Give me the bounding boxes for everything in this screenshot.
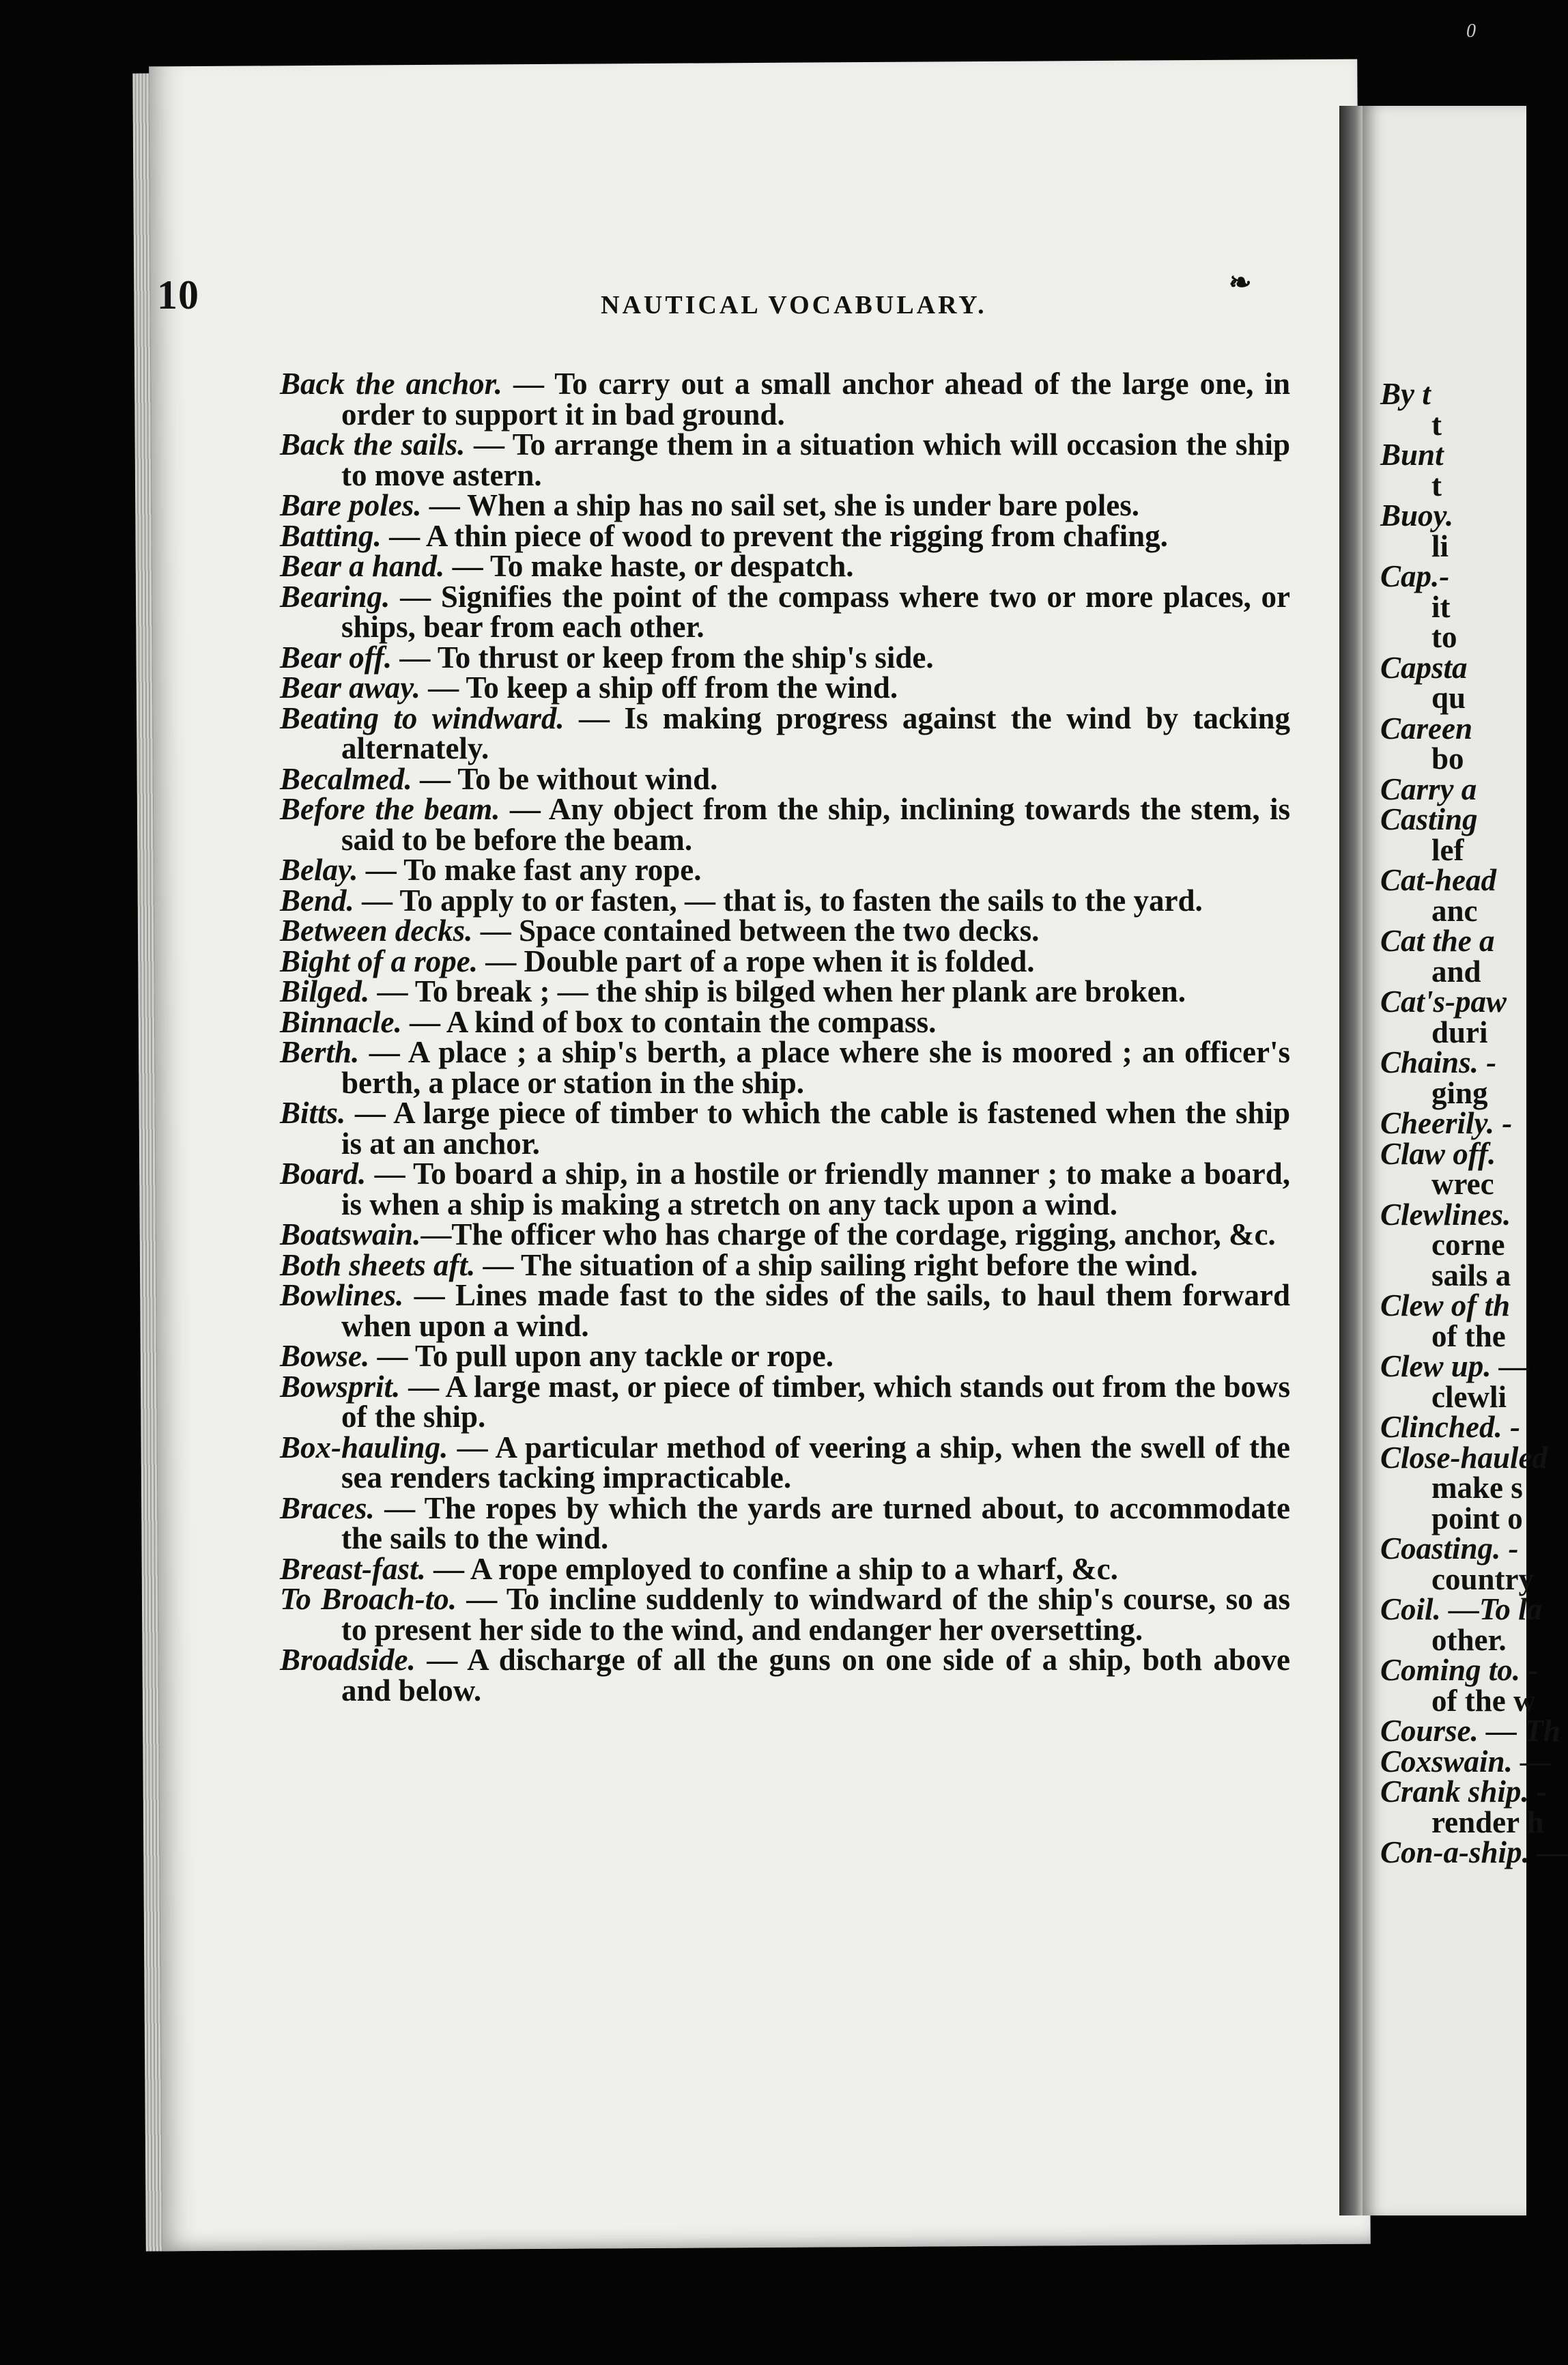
entry-term: Bear away. [280,670,420,705]
vocabulary-entry [280,1098,1290,1159]
right-page-line: Cat the a [1380,924,1495,958]
entry-definition: — Lines made fast to the sides of the sails, to haul them forward when upon a wind. [341,1278,1290,1343]
entry-term: Bilged. [280,974,370,1008]
entry-term: Broadside. [280,1643,416,1677]
right-page-line: corne [1431,1228,1505,1262]
book-gutter [1339,106,1363,2215]
right-page-line: Coxswain. — [1380,1744,1552,1779]
right-page-line: qu [1431,681,1466,715]
vocabulary-entry [280,946,1290,977]
entry-definition: — To pull upon any tackle or rope. [369,1339,834,1373]
vocabulary-entry [280,551,1290,582]
entry-term: Bitts. [280,1096,346,1130]
right-page-line: Cat-head [1380,863,1497,897]
entry-definition: — The ropes by which the yards are turned about, to accommodate the sails to the wind. [341,1490,1290,1555]
entry-definition: — A large piece of timber to which the cable is fastened when the ship is at an anchor. [341,1096,1290,1161]
vocabulary-entry [280,1280,1290,1341]
right-page-line: and [1431,954,1481,989]
entry-definition: — Signifies the point of the compass where two or more places, or ships, bear from each other. [341,579,1290,644]
entry-term: Both sheets aft. [280,1247,476,1282]
entry-term: Belay. [280,853,358,887]
entry-definition: — To thrust or keep from the ship's side. [392,640,934,675]
right-page-line: Cheerily. - [1380,1106,1513,1140]
vocabulary-entry [280,976,1290,1007]
entry-term: Boatswain. [280,1217,421,1251]
right-page-line: Clew up. — [1380,1349,1530,1383]
entry-term: Between decks. [280,914,473,948]
vocabulary-entries [280,367,1291,1708]
vocabulary-entry [280,1432,1290,1493]
entry-term: Batting. [280,518,382,553]
entry-term: Board. [280,1157,367,1191]
vocabulary-entry [280,579,1290,644]
entry-definition: — A place ; a ship's berth, a place where she is moored ; an officer's berth, a place or station in the ship. [341,1035,1290,1100]
right-page-line: By t [1380,377,1431,411]
entry-definition: — To keep a ship off from the wind. [420,670,898,705]
entry-definition: — To board a ship, in a hostile or friendly manner ; to make a board, is when a ship is making a stretch on any tack upon a wind. [341,1157,1290,1221]
right-page-line: Careen [1380,711,1472,746]
scan-mark: 0 [1466,20,1476,42]
entry-term: Braces. [280,1490,375,1525]
entry-definition: — A thin piece of wood to prevent the rigging from chafing. [381,518,1168,553]
right-page-line: Cap.- [1380,559,1450,593]
page-number: 10 [157,272,199,317]
entry-definition: — To break ; — the ship is bilged when her plank are broken. [369,974,1186,1008]
right-page-line: Con-a-ship. — [1380,1835,1568,1869]
entry-definition: — When a ship has no sail set, she is under bare poles. [421,488,1140,522]
vocabulary-entry [280,1584,1290,1645]
right-page-line: clewli [1431,1379,1507,1414]
vocabulary-entry [280,1159,1290,1219]
right-page-line: Course. — Th [1380,1714,1560,1748]
entry-term: Bowse. [280,1339,370,1373]
right-page-line: lef [1431,832,1464,867]
right-page-line: Claw off. [1380,1136,1496,1171]
entry-term: Beating to windward. [280,700,565,735]
page-edge [132,73,162,2251]
right-page-line: Bunt [1380,438,1444,472]
vocabulary-entry [280,1037,1290,1098]
right-page-line: anc [1431,893,1478,928]
entry-term: Breast-fast. [280,1551,426,1586]
entry-definition: — A rope employed to confine a ship to a wharf, &c. [425,1551,1118,1586]
right-page-line: Casting [1380,802,1478,836]
vocabulary-entry [280,429,1290,490]
right-page-line: Crank ship. - [1380,1774,1547,1809]
entry-definition: — To apply to or fasten, — that is, to fasten the sails to the yard. [354,883,1203,918]
right-page-line: point o [1431,1501,1523,1535]
vocabulary-entry [280,761,1290,796]
right-page-line: make s [1431,1471,1523,1505]
entry-definition: — A kind of box to contain the compass. [401,1004,937,1039]
right-page-line: Close-hauled [1380,1440,1548,1475]
vocabulary-entry [280,883,1290,918]
entry-term: Becalmed. [280,761,412,796]
entry-definition: — To be without wind. [412,761,718,796]
right-page-line: sails a [1431,1258,1511,1292]
entry-term: Back the anchor. [280,367,502,401]
entry-definition: — To incline suddenly to windward of the ship's course, so as to present her side to the wind, and endanger her oversetting. [341,1582,1291,1647]
vocabulary-entry [280,490,1290,521]
right-page-line: Clew of th [1380,1288,1511,1322]
entry-definition: — A discharge of all the guns on one side of a ship, both above and below. [341,1643,1290,1708]
vocabulary-entry [280,916,1290,946]
entry-term: Bend. [280,883,354,918]
entry-term: Bear off. [280,640,393,675]
entry-term: Bowsprit. [280,1369,401,1404]
right-page-line: wrec [1431,1167,1494,1201]
right-page-line: ging [1431,1075,1488,1110]
vocabulary-entry [280,1219,1290,1250]
right-page-line: Buoy. [1380,498,1454,533]
entry-definition: —The officer who has charge of the cordage, rigging, anchor, &c. [420,1217,1276,1251]
right-page-line: other. [1431,1622,1507,1657]
entry-term: Back the sails. [280,427,466,462]
vocabulary-entry [280,1643,1290,1708]
entry-term: Berth. [280,1035,360,1069]
right-page-line: Capsta [1380,650,1468,685]
right-page-line: bo [1431,741,1464,776]
right-page-line: it [1431,589,1451,624]
vocabulary-entry [280,1369,1290,1434]
vocabulary-entry [280,1341,1290,1372]
right-page-line: Clinched. - [1380,1410,1521,1444]
entry-definition: — A particular method of veering a ship, when the swell of the sea renders tacking impracticable. [341,1430,1290,1495]
printer-mark: ❧ [1229,267,1252,298]
right-page-line: of the w [1431,1683,1536,1718]
right-page-line: duri [1431,1015,1488,1049]
entry-term: Bear a hand. [280,549,445,583]
right-page-line: render h [1431,1804,1544,1839]
vocabulary-entry [280,700,1290,765]
entry-definition: — To arrange them in a situation which will occasion the ship to move astern. [341,427,1290,492]
right-page-line: Clewlines. [1380,1197,1511,1232]
vocabulary-entry [280,855,1290,886]
right-page-line: t [1431,407,1442,442]
entry-definition: — Any object from the ship, inclining towards the stem, is said to be before the beam. [341,792,1291,857]
entry-term: Bearing. [280,579,390,614]
vocabulary-entry [280,642,1290,673]
right-page-text [1380,377,1568,1869]
vocabulary-entry [280,1247,1290,1282]
right-page-line: Chains. - [1380,1045,1497,1079]
right-page-line: to [1431,620,1457,654]
right-page-line: Coming to. - [1380,1653,1539,1687]
vocabulary-entry [280,794,1290,855]
entry-term: To Broach-to. [280,1582,457,1616]
entry-definition: — A large mast, or piece of timber, which stands out from the bows of the ship. [341,1369,1290,1434]
right-page-line: Coasting. - [1380,1531,1519,1566]
entry-term: Bare poles. [280,488,422,522]
right-page-line: Cat's-paw [1380,985,1507,1019]
entry-definition: — To make haste, or despatch. [444,549,854,583]
vocabulary-entry [280,672,1290,703]
right-page-line: of the [1431,1318,1506,1353]
entry-term: Bight of a rope. [280,944,479,978]
vocabulary-entry [280,1551,1290,1586]
entry-term: Binnacle. [280,1004,402,1039]
entry-definition: — The situation of a ship sailing right before the wind. [475,1247,1198,1282]
entry-term: Before the beam. [280,792,500,826]
vocabulary-entry [280,1004,1290,1039]
entry-definition: — To carry out a small anchor ahead of the large one, in order to support it in bad ground. [341,367,1291,431]
right-page-line: Carry a [1380,771,1477,806]
entry-definition: — Is making progress against the wind by tacking alternately. [341,700,1290,765]
right-page-line: t [1431,468,1442,502]
right-page-line: li [1431,528,1449,563]
entry-term: Bowlines. [280,1278,404,1312]
vocabulary-entry [280,369,1290,429]
entry-term: Box-hauling. [280,1430,448,1464]
entry-definition: — Space contained between the two decks. [472,914,1040,948]
vocabulary-entry [280,518,1290,553]
right-page-line: country [1431,1561,1534,1596]
entry-definition: — Double part of a rope when it is folded. [478,944,1035,978]
right-page-line: Coil. —To la [1380,1592,1543,1626]
running-head: NAUTICAL VOCABULARY. [601,291,987,320]
entry-definition: — To make fast any rope. [358,853,702,887]
vocabulary-entry [280,1490,1290,1555]
